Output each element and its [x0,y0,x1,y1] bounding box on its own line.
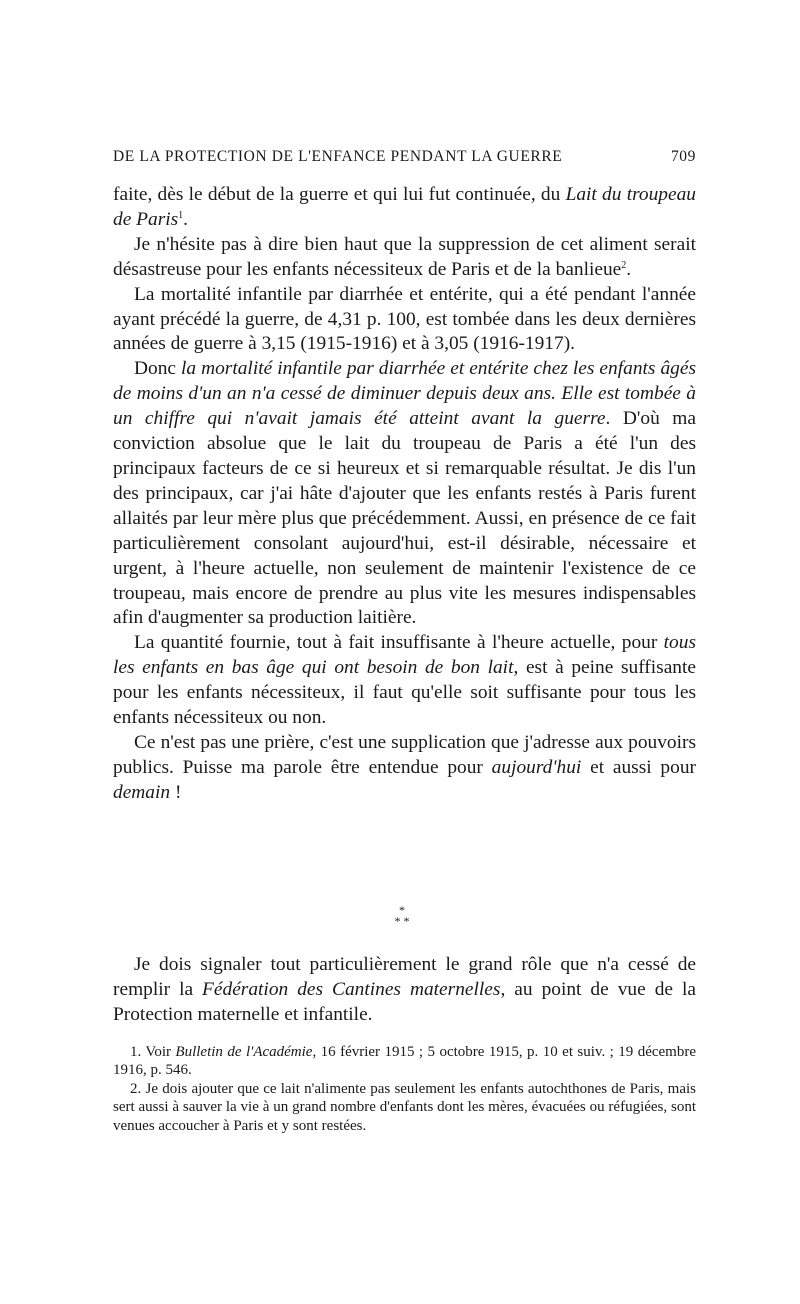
section-divider-asterism: * * * [394,903,410,928]
paragraph: Je dois signaler tout particulièrement le grand rôle que n'a cessé de remplir la Fédération des Cantines maternelles, au point de vue de la Protection maternelle et infantile. [113,954,696,1025]
paragraph-continued: faite, dès le début de la guerre et qui lui fut continuée, du Lait du troupeau de Paris$^1$. [113,184,696,230]
footnote-2: 2. Je dois ajouter que ce lait n'alimente pas seulement les enfants autochthones de Paris, mais sert aussi à sauver la vie à un grand nombre d'enfants dont les mères, évacuées ou réfugiées, sont venues accoucher à Paris et y sont restées. [113,1080,696,1134]
page-number: 709 [670,148,696,165]
footnote-ref-2: 2 [621,259,627,271]
running-title: DE LA PROTECTION DE L'ENFANCE PENDANT LA GUERRE [113,148,563,165]
footnote-ref-1: 1 [178,209,184,221]
paragraph: Donc la mortalité infantile par diarrhée et entérite chez les enfants âgés de moins d'un an n'a cessé de diminuer depuis deux ans. Elle est tombée à un chiffre qui n'avait jamais été atteint avant la guerre. D'où ma conviction absolue que le lait du troupeau de Paris a été l'un des principaux facteurs de ce si heureux et si remarquable résultat. Je dis l'un des principaux, car j'ai hâte d'ajouter que les enfants restés à Paris furent allaités par leur mère plus que précédemment. Aussi, en présence de ce fait particulièrement consolant aujourd'hui, est-il désirable, nécessaire et urgent, à l'heure actuelle, non seulement de maintenir l'existence de ce troupeau, mais encore de prendre au plus vite les mesures indispensables afin d'augmenter sa production laitière. [113,358,696,629]
main-text [113,183,696,806]
italic-text: Lait du troupeau de Paris [113,184,696,230]
italic-text: tous les enfants en bas âge qui ont besoin de bon lait [113,632,696,679]
footnotes [113,1043,696,1135]
paragraph: Je n'hésite pas à dire bien haut que la suppression de cet aliment serait désastreuse pour les enfants nécessiteux de Paris et de la banlieue$^2$. [113,233,696,280]
italic-text: Fédération des Cantines maternelles [202,979,501,1000]
italic-text: Bulletin de l'Académie [175,1044,313,1060]
italic-text: la mortalité infantile par diarrhée et entérite chez les enfants âgés de moins d'un an n'a cessé de diminuer depuis deux ans. Elle est tombée à un chiffre qui n'avait jamais été atteint avant la guerre [113,358,696,430]
page-header [113,148,696,166]
paragraph: La quantité fournie, tout à fait insuffisante à l'heure actuelle, pour tous les enfants en bas âge qui ont besoin de bon lait, est à peine suffisante pour les enfants nécessiteux, il faut qu'elle soit suffisante pour tous les enfants nécessiteux ou non. [113,632,696,729]
paragraph: La mortalité infantile par diarrhée et entérite, qui a été pendant l'année ayant précédé la guerre, de 4,31 p. 100, est tombée dans les deux dernières années de guerre à 3,15 (1915-1916) et à 3,05 (1916-1917). [113,283,696,355]
section-text [113,952,696,1027]
footnote-1: 1. Voir Bulletin de l'Académie, 16 février 1915 ; 5 octobre 1915, p. 10 et suiv. ; 19 décembre 1916, p. 546. [113,1044,696,1079]
paragraph: Ce n'est pas une prière, c'est une supplication que j'adresse aux pouvoirs publics. Puisse ma parole être entendue pour aujourd'hui et aussi pour demain ! [113,731,696,803]
italic-text: demain [113,781,171,803]
italic-text: aujourd'hui [491,756,582,778]
